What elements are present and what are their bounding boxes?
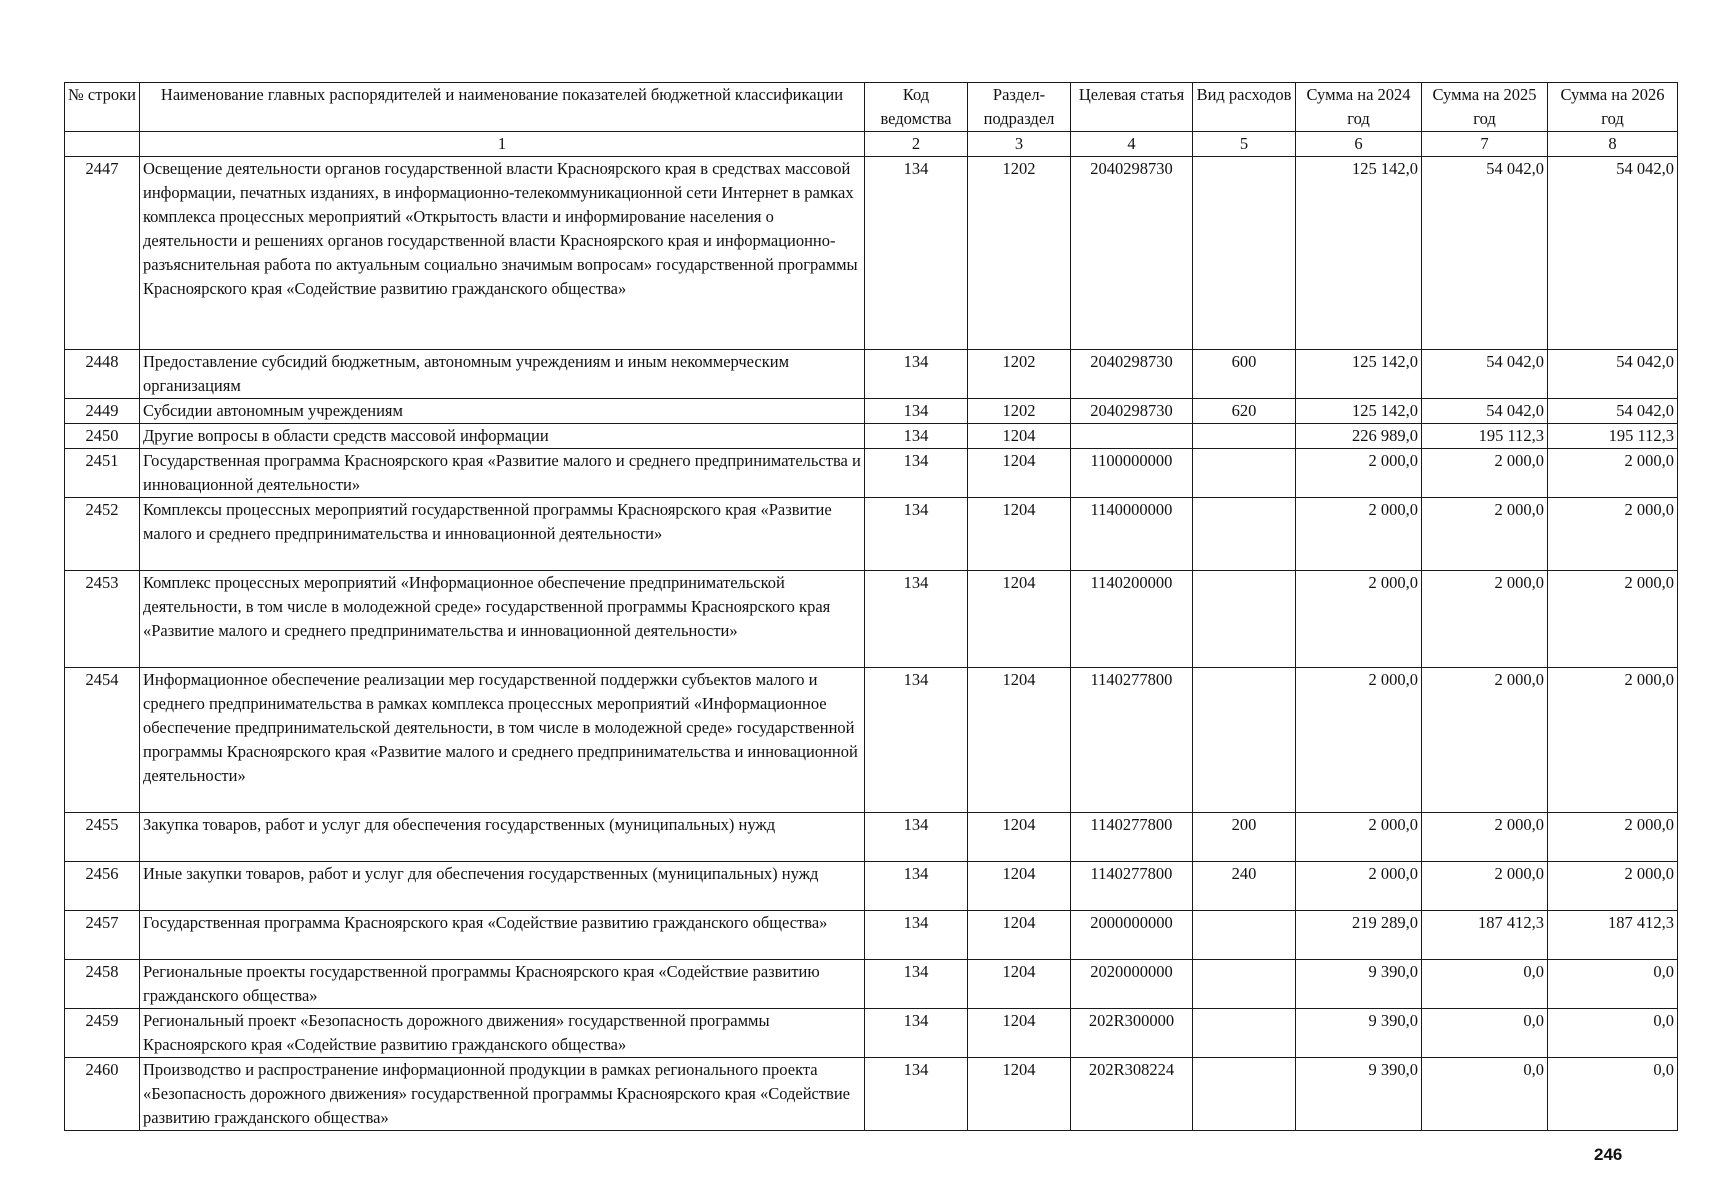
header-vid: Вид расходов (1193, 83, 1296, 132)
header-name: Наименование главных распорядителей и наименование показателей бюджетной классификации (140, 83, 865, 132)
row-sum-2024: 2 000,0 (1296, 449, 1422, 498)
row-number: 2447 (65, 157, 140, 350)
row-name: Закупка товаров, работ и услуг для обеспечения государственных (муниципальных) нужд (140, 813, 865, 862)
column-number: 5 (1193, 132, 1296, 157)
row-razdel: 1204 (968, 960, 1071, 1009)
row-celevaya: 1140277800 (1071, 668, 1193, 813)
header-celevaya: Целевая статья (1071, 83, 1193, 132)
row-sum-2024: 2 000,0 (1296, 498, 1422, 571)
row-number: 2454 (65, 668, 140, 813)
row-sum-2025: 2 000,0 (1422, 813, 1548, 862)
row-celevaya: 2000000000 (1071, 911, 1193, 960)
row-razdel: 1204 (968, 449, 1071, 498)
row-kod: 134 (865, 424, 968, 449)
row-razdel: 1204 (968, 862, 1071, 911)
row-razdel: 1202 (968, 350, 1071, 399)
row-sum-2025: 2 000,0 (1422, 571, 1548, 668)
row-celevaya: 1140000000 (1071, 498, 1193, 571)
row-number: 2457 (65, 911, 140, 960)
row-vid (1193, 424, 1296, 449)
row-sum-2026: 2 000,0 (1548, 498, 1678, 571)
row-sum-2025: 54 042,0 (1422, 350, 1548, 399)
row-kod: 134 (865, 813, 968, 862)
table-row (65, 960, 1678, 1009)
row-sum-2026: 0,0 (1548, 1058, 1678, 1131)
column-number: 4 (1071, 132, 1193, 157)
row-kod: 134 (865, 498, 968, 571)
table-row (65, 668, 1678, 813)
row-vid (1193, 960, 1296, 1009)
column-number: 8 (1548, 132, 1678, 157)
row-razdel: 1204 (968, 498, 1071, 571)
table-row (65, 1058, 1678, 1131)
row-kod: 134 (865, 668, 968, 813)
table-row (65, 911, 1678, 960)
row-name: Производство и распространение информационной продукции в рамках регионального проекта «Безопасность дорожного движения» государственной программы Красноярского края «Содействие развитию гражданского общества» (140, 1058, 865, 1131)
row-sum-2024: 125 142,0 (1296, 399, 1422, 424)
row-number: 2455 (65, 813, 140, 862)
row-sum-2024: 226 989,0 (1296, 424, 1422, 449)
row-number: 2459 (65, 1009, 140, 1058)
row-sum-2025: 0,0 (1422, 1009, 1548, 1058)
table-row (65, 399, 1678, 424)
row-razdel: 1202 (968, 157, 1071, 350)
row-number: 2451 (65, 449, 140, 498)
row-name: Государственная программа Красноярского края «Содействие развитию гражданского общества» (140, 911, 865, 960)
row-sum-2025: 187 412,3 (1422, 911, 1548, 960)
row-celevaya: 202R300000 (1071, 1009, 1193, 1058)
row-razdel: 1204 (968, 911, 1071, 960)
header-kod: Код ведомства (865, 83, 968, 132)
table-body (65, 132, 1678, 1131)
row-celevaya: 1140277800 (1071, 813, 1193, 862)
row-vid (1193, 668, 1296, 813)
row-razdel: 1204 (968, 813, 1071, 862)
row-sum-2024: 2 000,0 (1296, 862, 1422, 911)
row-vid (1193, 571, 1296, 668)
column-number (65, 132, 140, 157)
row-celevaya: 1140200000 (1071, 571, 1193, 668)
row-vid: 200 (1193, 813, 1296, 862)
row-name: Освещение деятельности органов государственной власти Красноярского края в средствах массовой информации, печатных изданиях, в информационно-телекоммуникационной сети Интернет в рамках комплекса процессных мероприятий «Открытость власти и информирование населения о деятельности и решениях органов государственной власти Красноярского края и информационно-разъяснительная работа по актуальным социально значимым вопросам» государственной программы Красноярского края «Содействие развитию гражданского общества» (140, 157, 865, 350)
row-sum-2024: 2 000,0 (1296, 668, 1422, 813)
row-celevaya: 1140277800 (1071, 862, 1193, 911)
row-vid (1193, 449, 1296, 498)
column-number: 2 (865, 132, 968, 157)
row-name: Информационное обеспечение реализации мер государственной поддержки субъектов малого и среднего предпринимательства в рамках комплекса процессных мероприятий «Информационное обеспечение предпринимательской деятельности, в том числе в молодежной среде» государственной программы Красноярского края «Развитие малого и среднего предпринимательства и инновационной деятельности» (140, 668, 865, 813)
row-sum-2026: 2 000,0 (1548, 571, 1678, 668)
row-celevaya (1071, 424, 1193, 449)
row-vid: 600 (1193, 350, 1296, 399)
row-celevaya: 202R308224 (1071, 1058, 1193, 1131)
row-sum-2024: 125 142,0 (1296, 350, 1422, 399)
row-vid (1193, 1009, 1296, 1058)
table-row (65, 1009, 1678, 1058)
row-name: Региональные проекты государственной программы Красноярского края «Содействие развитию гражданского общества» (140, 960, 865, 1009)
row-name: Комплекс процессных мероприятий «Информационное обеспечение предпринимательской деятельности, в том числе в молодежной среде» государственной программы Красноярского края «Развитие малого и среднего предпринимательства и инновационной деятельности» (140, 571, 865, 668)
row-sum-2025: 2 000,0 (1422, 449, 1548, 498)
row-sum-2024: 9 390,0 (1296, 1009, 1422, 1058)
row-razdel: 1204 (968, 1058, 1071, 1131)
row-name: Субсидии автономным учреждениям (140, 399, 865, 424)
table-row (65, 498, 1678, 571)
row-sum-2026: 195 112,3 (1548, 424, 1678, 449)
row-celevaya: 1100000000 (1071, 449, 1193, 498)
row-number: 2458 (65, 960, 140, 1009)
row-number: 2456 (65, 862, 140, 911)
header-row-no: № строки (65, 83, 140, 132)
table-row (65, 571, 1678, 668)
column-number: 3 (968, 132, 1071, 157)
row-sum-2024: 2 000,0 (1296, 571, 1422, 668)
row-razdel: 1204 (968, 668, 1071, 813)
row-razdel: 1202 (968, 399, 1071, 424)
row-kod: 134 (865, 399, 968, 424)
row-sum-2024: 125 142,0 (1296, 157, 1422, 350)
header-razdel: Раздел-подраздел (968, 83, 1071, 132)
row-name: Другие вопросы в области средств массовой информации (140, 424, 865, 449)
row-celevaya: 2040298730 (1071, 399, 1193, 424)
row-kod: 134 (865, 960, 968, 1009)
row-sum-2025: 2 000,0 (1422, 862, 1548, 911)
row-kod: 134 (865, 862, 968, 911)
row-vid (1193, 1058, 1296, 1131)
row-celevaya: 2020000000 (1071, 960, 1193, 1009)
row-sum-2026: 2 000,0 (1548, 668, 1678, 813)
row-vid: 240 (1193, 862, 1296, 911)
row-name: Предоставление субсидий бюджетным, автономным учреждениям и иным некоммерческим организациям (140, 350, 865, 399)
row-sum-2025: 54 042,0 (1422, 157, 1548, 350)
row-vid: 620 (1193, 399, 1296, 424)
column-number: 7 (1422, 132, 1548, 157)
row-sum-2026: 0,0 (1548, 1009, 1678, 1058)
row-sum-2026: 2 000,0 (1548, 862, 1678, 911)
budget-table (64, 82, 1678, 1131)
row-sum-2026: 2 000,0 (1548, 449, 1678, 498)
row-celevaya: 2040298730 (1071, 157, 1193, 350)
row-sum-2026: 54 042,0 (1548, 399, 1678, 424)
row-name: Государственная программа Красноярского края «Развитие малого и среднего предпринимательства и инновационной деятельности» (140, 449, 865, 498)
row-kod: 134 (865, 911, 968, 960)
column-number-row (65, 132, 1678, 157)
page-number: 246 (1594, 1145, 1623, 1164)
row-sum-2024: 9 390,0 (1296, 1058, 1422, 1131)
table-row (65, 350, 1678, 399)
row-number: 2450 (65, 424, 140, 449)
header-row (65, 83, 1678, 132)
column-number: 1 (140, 132, 865, 157)
row-kod: 134 (865, 449, 968, 498)
table-row (65, 157, 1678, 350)
table-row (65, 813, 1678, 862)
row-number: 2448 (65, 350, 140, 399)
row-sum-2024: 9 390,0 (1296, 960, 1422, 1009)
row-sum-2025: 0,0 (1422, 1058, 1548, 1131)
table-row (65, 862, 1678, 911)
row-number: 2452 (65, 498, 140, 571)
row-kod: 134 (865, 1058, 968, 1131)
table-row (65, 449, 1678, 498)
budget-sheet (64, 82, 1678, 1131)
row-vid (1193, 911, 1296, 960)
row-name: Иные закупки товаров, работ и услуг для обеспечения государственных (муниципальных) нужд (140, 862, 865, 911)
row-sum-2026: 54 042,0 (1548, 157, 1678, 350)
row-vid (1193, 157, 1296, 350)
row-vid (1193, 498, 1296, 571)
row-razdel: 1204 (968, 424, 1071, 449)
row-sum-2024: 2 000,0 (1296, 813, 1422, 862)
row-sum-2025: 0,0 (1422, 960, 1548, 1009)
row-sum-2026: 54 042,0 (1548, 350, 1678, 399)
row-razdel: 1204 (968, 1009, 1071, 1058)
row-number: 2460 (65, 1058, 140, 1131)
row-sum-2025: 195 112,3 (1422, 424, 1548, 449)
row-sum-2024: 219 289,0 (1296, 911, 1422, 960)
header-sum-2025: Сумма на 2025 год (1422, 83, 1548, 132)
row-sum-2026: 2 000,0 (1548, 813, 1678, 862)
row-sum-2025: 2 000,0 (1422, 498, 1548, 571)
header-sum-2024: Сумма на 2024 год (1296, 83, 1422, 132)
row-kod: 134 (865, 157, 968, 350)
row-name: Комплексы процессных мероприятий государственной программы Красноярского края «Развитие малого и среднего предпринимательства и инновационной деятельности» (140, 498, 865, 571)
row-kod: 134 (865, 350, 968, 399)
row-kod: 134 (865, 1009, 968, 1058)
row-number: 2453 (65, 571, 140, 668)
row-number: 2449 (65, 399, 140, 424)
row-sum-2025: 54 042,0 (1422, 399, 1548, 424)
row-sum-2026: 0,0 (1548, 960, 1678, 1009)
row-sum-2026: 187 412,3 (1548, 911, 1678, 960)
row-celevaya: 2040298730 (1071, 350, 1193, 399)
row-kod: 134 (865, 571, 968, 668)
column-number: 6 (1296, 132, 1422, 157)
row-razdel: 1204 (968, 571, 1071, 668)
header-sum-2026: Сумма на 2026 год (1548, 83, 1678, 132)
row-name: Региональный проект «Безопасность дорожного движения» государственной программы Красноярского края «Содействие развитию гражданского общества» (140, 1009, 865, 1058)
table-row (65, 424, 1678, 449)
row-sum-2025: 2 000,0 (1422, 668, 1548, 813)
